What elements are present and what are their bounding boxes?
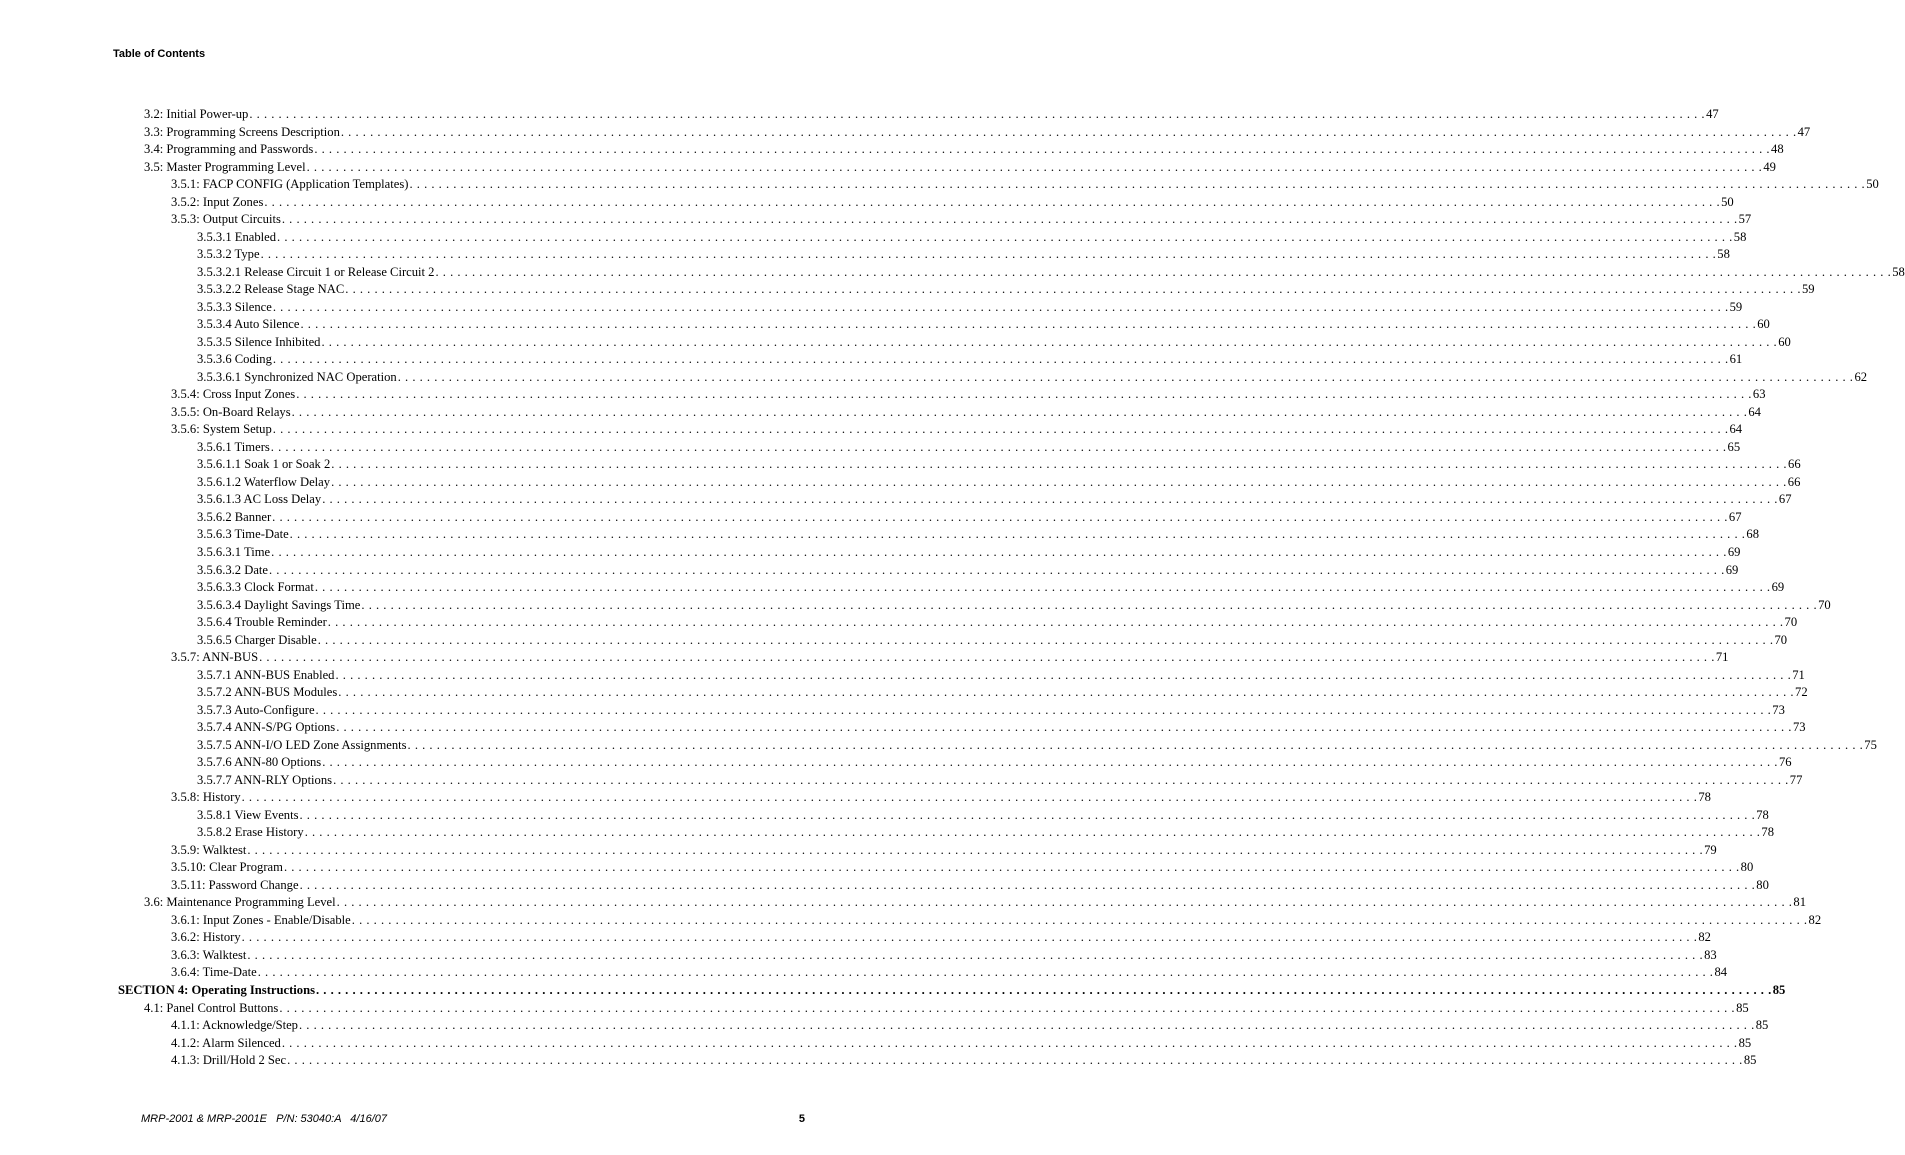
toc-entry-page: 58 <box>1733 229 1747 244</box>
toc-entry-page: 85 <box>1755 1018 1769 1033</box>
toc-entry[interactable] <box>197 751 1792 770</box>
toc-entry[interactable] <box>171 401 1761 419</box>
toc-entry[interactable] <box>197 278 1815 297</box>
toc-entry-label: 3.6.1: Input Zones - Enable/Disable <box>171 912 351 927</box>
toc-leader-dots: . . . . . . . . . . . . . . . . . . . . . . . . . . . . . . . . . . . . . . . . . . . . . . . . . . . . . . . . . . . . . . . . . . . . . . . . . . . . . . . . . . . . . . . . . . . . . . . . . . . . . . . . . . . . . . . . . . . . . . . . . . . . . . . . . . . . . . . . . . . . . . . . . . . . . . . . . . . . . . . . . . . . . . . . . . . . . . . . . . . . . . . . . . . . . . . . . . . . . . . . <box>299 807 1756 822</box>
toc-entry-label: 3.6.4: Time-Date <box>171 965 257 980</box>
toc-leader-dots: . . . . . . . . . . . . . . . . . . . . . . . . . . . . . . . . . . . . . . . . . . . . . . . . . . . . . . . . . . . . . . . . . . . . . . . . . . . . . . . . . . . . . . . . . . . . . . . . . . . . . . . . . . . . . . . . . . . . . . . . . . . . . . . . . . . . . . . . . . . . . . . . . . . . . . . . . . . . . . . . . . . . . . . . . . . . . . . . . . . . . . . . . . . . . . . . . . . . . . . . <box>322 492 1778 507</box>
toc-entry[interactable] <box>197 453 1801 472</box>
toc-entry-page: 78 <box>1698 790 1711 805</box>
toc-entry-label: 3.5.11: Password Change <box>171 877 299 892</box>
toc-entry[interactable] <box>197 366 1868 384</box>
toc-entry-page: 65 <box>1727 439 1741 454</box>
toc-leader-dots: . . . . . . . . . . . . . . . . . . . . . . . . . . . . . . . . . . . . . . . . . . . . . . . . . . . . . . . . . . . . . . . . . . . . . . . . . . . . . . . . . . . . . . . . . . . . . . . . . . . . . . . . . . . . . . . . . . . . . . . . . . . . . . . . . . . . . . . . . . . . . . . . . . . . . . . . . . . . . . . . . . . . . . . . . . . . . . . . . . . . . . . . . . . . . . . . . . . . . . . . <box>298 1018 1755 1033</box>
toc-entry[interactable] <box>197 716 1806 735</box>
toc-leader-dots: . . . . . . . . . . . . . . . . . . . . . . . . . . . . . . . . . . . . . . . . . . . . . . . . . . . . . . . . . . . . . . . . . . . . . . . . . . . . . . . . . . . . . . . . . . . . . . . . . . . . . . . . . . . . . . . . . . . . . . . . . . . . . . . . . . . . . . . . . . . . . . . . . . . . . . . . . . . . . . . . . . . . . . . . . . . . . . . . . . . . . . . . . . . . . . . . . . . . . . . . <box>257 965 1714 980</box>
toc-entry-page: 66 <box>1788 457 1801 472</box>
toc-entry-label: 3.5.3: Output Circuits <box>171 212 281 227</box>
toc-entry-label: 3.5.3.1 Enabled <box>197 229 277 244</box>
toc-entry-label: 3.6.2: History <box>171 930 241 945</box>
toc-entry[interactable] <box>197 629 1788 647</box>
toc-entry-page: 85 <box>1738 1035 1752 1050</box>
toc-entry-label: 3.5.6.3 Time-Date <box>197 527 289 542</box>
toc-leader-dots: . . . . . . . . . . . . . . . . . . . . . . . . . . . . . . . . . . . . . . . . . . . . . . . . . . . . . . . . . . . . . . . . . . . . . . . . . . . . . . . . . . . . . . . . . . . . . . . . . . . . . . . . . . . . . . . . . . . . . . . . . . . . . . . . . . . . . . . . . . . . . . . . . . . . . . . . . . . . . . . . . . . . . . . . . . . . . . . . . . . . . . . . . . . . . . . . . . . . . . . . <box>327 615 1784 630</box>
footer-document-id: MRP-2001 & MRP-2001E P/N: 53040:A 4/16/07 <box>141 1113 388 1125</box>
toc-entry-page: 48 <box>1771 142 1784 157</box>
toc-entry-page: 67 <box>1778 492 1792 507</box>
toc-leader-dots: . . . . . . . . . . . . . . . . . . . . . . . . . . . . . . . . . . . . . . . . . . . . . . . . . . . . . . . . . . . . . . . . . . . . . . . . . . . . . . . . . . . . . . . . . . . . . . . . . . . . . . . . . . . . . . . . . . . . . . . . . . . . . . . . . . . . . . . . . . . . . . . . . . . . . . . . . . . . . . . . . . . . . . . . . . . . . . . . . . . . . . . . . . . . . . . . . . . . . . . . <box>272 422 1729 437</box>
footer-page-number: 5 <box>798 1113 805 1125</box>
toc-entry-label: 3.5.7.6 ANN-80 Options <box>197 755 322 770</box>
toc-entry-page: 64 <box>1729 422 1743 437</box>
toc-entry-page: 58 <box>1892 264 1905 279</box>
toc-entry[interactable] <box>197 296 1743 314</box>
toc-entry-label: 3.5.8.2 Erase History <box>197 825 304 840</box>
toc-entry-page: 58 <box>1717 247 1730 262</box>
toc-leader-dots: . . . . . . . . . . . . . . . . . . . . . . . . . . . . . . . . . . . . . . . . . . . . . . . . . . . . . . . . . . . . . . . . . . . . . . . . . . . . . . . . . . . . . . . . . . . . . . . . . . . . . . . . . . . . . . . . . . . . . . . . . . . . . . . . . . . . . . . . . . . . . . . . . . . . . . . . . . . . . . . . . . . . . . . . . . . . . . . . . . . . . . . . . . . . . . . . . . . . . . . . <box>345 282 1801 297</box>
toc-entry-page: 59 <box>1802 282 1815 297</box>
toc-entry-page: 73 <box>1792 720 1806 735</box>
toc-entry-label: 3.5.7.1 ANN-BUS Enabled <box>197 667 335 682</box>
toc-entry-label: 3.3: Programming Screens Description <box>144 124 340 139</box>
toc-entry-label: 3.5.7: ANN-BUS <box>171 650 259 665</box>
toc-entry[interactable] <box>171 909 1822 927</box>
toc-leader-dots: . . . . . . . . . . . . . . . . . . . . . . . . . . . . . . . . . . . . . . . . . . . . . . . . . . . . . . . . . . . . . . . . . . . . . . . . . . . . . . . . . . . . . . . . . . . . . . . . . . . . . . . . . . . . . . . . . . . . . . . . . . . . . . . . . . . . . . . . . . . . . . . . . . . . . . . . . . . . . . . . . . . . . . . . . . . . . . . . . . . . . . . . . . . . . . . . . . . . . . . . <box>247 947 1704 962</box>
toc-entry-page: 68 <box>1746 527 1759 542</box>
toc-entry-label: 3.5.3.3 Silence <box>197 299 272 314</box>
toc-entry[interactable] <box>197 243 1730 262</box>
toc-leader-dots: . . . . . . . . . . . . . . . . . . . . . . . . . . . . . . . . . . . . . . . . . . . . . . . . . . . . . . . . . . . . . . . . . . . . . . . . . . . . . . . . . . . . . . . . . . . . . . . . . . . . . . . . . . . . . . . . . . . . . . . . . . . . . . . . . . . . . . . . . . . . . . . . . . . . . . . . . . . . . . . . . . . . . . . . . . . . . . . . . . . . . . . . . . . . . . . . . . . . . . . . <box>272 352 1729 367</box>
toc-leader-dots: . . . . . . . . . . . . . . . . . . . . . . . . . . . . . . . . . . . . . . . . . . . . . . . . . . . . . . . . . . . . . . . . . . . . . . . . . . . . . . . . . . . . . . . . . . . . . . . . . . . . . . . . . . . . . . . . . . . . . . . . . . . . . . . . . . . . . . . . . . . . . . . . . . . . . . . . . . . . . . . . . . . . . . . . . . . . . . . . . . . . . . . . . . . . . . . . . . . . . . . . <box>241 930 1698 945</box>
toc-entry-page: 69 <box>1727 545 1741 559</box>
toc-entry[interactable] <box>197 348 1743 367</box>
toc-leader-dots: . . . . . . . . . . . . . . . . . . . . . . . . . . . . . . . . . . . . . . . . . . . . . . . . . . . . . . . . . . . . . . . . . . . . . . . . . . . . . . . . . . . . . . . . . . . . . . . . . . . . . . . . . . . . . . . . . . . . . . . . . . . . . . . . . . . . . . . . . . . . . . . . . . . . . . . . . . . . . . . . . . . . . . . . . . . . . . . . . . . . . . . . . . . . . . . . . . . . . . . . <box>281 1035 1738 1050</box>
toc-entry-page: 69 <box>1771 580 1785 595</box>
toc-entry[interactable] <box>197 681 1808 700</box>
toc-entry-label: 4.1.3: Drill/Hold 2 Sec <box>171 1053 287 1068</box>
toc-entry-page: 47 <box>1797 124 1811 139</box>
toc-entry-page: 67 <box>1728 509 1742 524</box>
toc-entry[interactable] <box>197 769 1803 787</box>
toc-entry-label: 3.5.2: Input Zones <box>171 194 264 209</box>
toc-entry-page: 85 <box>1772 983 1786 997</box>
toc-leader-dots: . . . . . . . . . . . . . . . . . . . . . . . . . . . . . . . . . . . . . . . . . . . . . . . . . . . . . . . . . . . . . . . . . . . . . . . . . . . . . . . . . . . . . . . . . . . . . . . . . . . . . . . . . . . . . . . . . . . . . . . . . . . . . . . . . . . . . . . . . . . . . . . . . . . . . . . . . . . . . . . . . . . . . . . . . . . . . . . . . . . . . . . . . . . . . . . . . . . . . . . . <box>269 562 1725 577</box>
toc-entry[interactable] <box>171 944 1717 962</box>
toc-entry-page: 78 <box>1761 825 1775 840</box>
toc-entry-page: 61 <box>1729 352 1743 367</box>
toc-entry-page: 71 <box>1792 667 1805 682</box>
toc-entry-page: 79 <box>1704 842 1717 857</box>
toc-entry-page: 60 <box>1757 317 1770 332</box>
toc-entry-label: 3.5.3.6.1 Synchronized NAC Operation <box>197 369 397 384</box>
toc-entry[interactable] <box>197 506 1742 524</box>
toc-leader-dots: . . . . . . . . . . . . . . . . . . . . . . . . . . . . . . . . . . . . . . . . . . . . . . . . . . . . . . . . . . . . . . . . . . . . . . . . . . . . . . . . . . . . . . . . . . . . . . . . . . . . . . . . . . . . . . . . . . . . . . . . . . . . . . . . . . . . . . . . . . . . . . . . . . . . . . . . . . . . . . . . . . . . . . . . . . . . . . . . . . . . . . . . . . . . . . . . . . . . . . . . <box>281 212 1738 227</box>
toc-leader-dots: . . . . . . . . . . . . . . . . . . . . . . . . . . . . . . . . . . . . . . . . . . . . . . . . . . . . . . . . . . . . . . . . . . . . . . . . . . . . . . . . . . . . . . . . . . . . . . . . . . . . . . . . . . . . . . . . . . . . . . . . . . . . . . . . . . . . . . . . . . . . . . . . . . . . . . . . . . . . . . . . . . . . . . . . . . . . . . . . . . . . . . . . . . . . . . . . . . . . . . . . <box>260 247 1717 262</box>
toc-entry-label: 3.5.9: Walktest <box>171 842 247 857</box>
toc-entry[interactable] <box>197 611 1798 630</box>
toc-leader-dots: . . . . . . . . . . . . . . . . . . . . . . . . . . . . . . . . . . . . . . . . . . . . . . . . . . . . . . . . . . . . . . . . . . . . . . . . . . . . . . . . . . . . . . . . . . . . . . . . . . . . . . . . . . . . . . . . . . . . . . . . . . . . . . . . . . . . . . . . . . . . . . . . . . . . . . . . . . . . . . . . . . . . . . . . . . . . . . . . . . . . . . . . . . . . . . . . . . . . . . . . <box>271 545 1727 559</box>
toc-leader-dots: . . . . . . . . . . . . . . . . . . . . . . . . . . . . . . . . . . . . . . . . . . . . . . . . . . . . . . . . . . . . . . . . . . . . . . . . . . . . . . . . . . . . . . . . . . . . . . . . . . . . . . . . . . . . . . . . . . . . . . . . . . . . . . . . . . . . . . . . . . . . . . . . . . . . . . . . . . . . . . . . . . . . . . . . . . . . . . . . . . . . . . . . . . . . . . . . . . . . . . . . <box>299 877 1756 892</box>
toc-entry-page: 72 <box>1795 685 1808 700</box>
toc-leader-dots: . . . . . . . . . . . . . . . . . . . . . . . . . . . . . . . . . . . . . . . . . . . . . . . . . . . . . . . . . . . . . . . . . . . . . . . . . . . . . . . . . . . . . . . . . . . . . . . . . . . . . . . . . . . . . . . . . . . . . . . . . . . . . . . . . . . . . . . . . . . . . . . . . . . . . . . . . . . . . . . . . . . . . . . . . . . . . . . . . . . . . . . . . . . . . . . . . . . . . . . . <box>241 790 1698 805</box>
toc-leader-dots: . . . . . . . . . . . . . . . . . . . . . . . . . . . . . . . . . . . . . . . . . . . . . . . . . . . . . . . . . . . . . . . . . . . . . . . . . . . . . . . . . . . . . . . . . . . . . . . . . . . . . . . . . . . . . . . . . . . . . . . . . . . . . . . . . . . . . . . . . . . . . . . . . . . . . . . . . . . . . . . . . . . . . . . . . . . . . . . . . . . . . . . . . . . . . . . . . . . . . . . . <box>306 159 1763 174</box>
toc-entry-page: 71 <box>1715 650 1729 665</box>
toc-entry-page: 85 <box>1736 1000 1749 1015</box>
toc-entry-label: 3.5.8.1 View Events <box>197 807 299 822</box>
toc-leader-dots: . . . . . . . . . . . . . . . . . . . . . . . . . . . . . . . . . . . . . . . . . . . . . . . . . . . . . . . . . . . . . . . . . . . . . . . . . . . . . . . . . . . . . . . . . . . . . . . . . . . . . . . . . . . . . . . . . . . . . . . . . . . . . . . . . . . . . . . . . . . . . . . . . . . . . . . . . . . . . . . . . . . . . . . . . . . . . . . . . . . . . . . . . . . . . . . . . . . . . . . . <box>247 842 1704 857</box>
toc-leader-dots: . . . . . . . . . . . . . . . . . . . . . . . . . . . . . . . . . . . . . . . . . . . . . . . . . . . . . . . . . . . . . . . . . . . . . . . . . . . . . . . . . . . . . . . . . . . . . . . . . . . . . . . . . . . . . . . . . . . . . . . . . . . . . . . . . . . . . . . . . . . . . . . . . . . . . . . . . . . . . . . . . . . . . . . . . . . . . . . . . . . . . . . . . . . . . . . . . . . . . . . . <box>435 264 1892 279</box>
toc-leader-dots: . . . . . . . . . . . . . . . . . . . . . . . . . . . . . . . . . . . . . . . . . . . . . . . . . . . . . . . . . . . . . . . . . . . . . . . . . . . . . . . . . . . . . . . . . . . . . . . . . . . . . . . . . . . . . . . . . . . . . . . . . . . . . . . . . . . . . . . . . . . . . . . . . . . . . . . . . . . . . . . . . . . . . . . . . . . . . . . . . . . . . . . . . . . . . . . . . . . . . . . . <box>272 509 1728 524</box>
toc-entry-label: 4.1.1: Acknowledge/Step <box>171 1018 298 1033</box>
toc-entry[interactable] <box>197 313 1770 332</box>
toc-entry-label: 3.5.6: System Setup <box>171 422 272 437</box>
toc-entry-page: 70 <box>1784 615 1798 630</box>
toc-leader-dots: . . . . . . . . . . . . . . . . . . . . . . . . . . . . . . . . . . . . . . . . . . . . . . . . . . . . . . . . . . . . . . . . . . . . . . . . . . . . . . . . . . . . . . . . . . . . . . . . . . . . . . . . . . . . . . . . . . . . . . . . . . . . . . . . . . . . . . . . . . . . . . . . . . . . . . . . . . . . . . . . . . . . . . . . . . . . . . . . . . . . . . . . . . . . . . . . . . . . . . . . <box>314 580 1771 595</box>
toc-entry-page: 78 <box>1756 807 1769 822</box>
toc-entry-page: 81 <box>1793 895 1806 910</box>
toc-entry[interactable] <box>197 261 1905 279</box>
toc-entry-page: 63 <box>1752 387 1766 402</box>
toc-entry-label: 3.5.3.2.1 Release Circuit 1 or Release Circuit 2 <box>197 264 435 279</box>
toc-leader-dots: . . . . . . . . . . . . . . . . . . . . . . . . . . . . . . . . . . . . . . . . . . . . . . . . . . . . . . . . . . . . . . . . . . . . . . . . . . . . . . . . . . . . . . . . . . . . . . . . . . . . . . . . . . . . . . . . . . . . . . . . . . . . . . . . . . . . . . . . . . . . . . . . . . . . . . . . . . . . . . . . . . . . . . . . . . . . . . . . . . . . . . . . . . . . . . . . . . . . . . . . <box>287 1053 1743 1068</box>
toc-leader-dots: . . . . . . . . . . . . . . . . . . . . . . . . . . . . . . . . . . . . . . . . . . . . . . . . . . . . . . . . . . . . . . . . . . . . . . . . . . . . . . . . . . . . . . . . . . . . . . . . . . . . . . . . . . . . . . . . . . . . . . . . . . . . . . . . . . . . . . . . . . . . . . . . . . . . . . . . . . . . . . . . . . . . . . . . . . . . . . . . . . . . . . . . . . . . . . . . . . . . . . . . <box>291 404 1748 419</box>
toc-entry-page: 80 <box>1756 877 1769 892</box>
toc-leader-dots: . . . . . . . . . . . . . . . . . . . . . . . . . . . . . . . . . . . . . . . . . . . . . . . . . . . . . . . . . . . . . . . . . . . . . . . . . . . . . . . . . . . . . . . . . . . . . . . . . . . . . . . . . . . . . . . . . . . . . . . . . . . . . . . . . . . . . . . . . . . . . . . . . . . . . . . . . . . . . . . . . . . . . . . . . . . . . . . . . . . . . . . . . . . . . . . . . . . . . . . . <box>296 387 1752 402</box>
toc-entry[interactable] <box>197 664 1805 682</box>
toc-entry[interactable] <box>171 418 1743 437</box>
toc-entry[interactable] <box>197 436 1741 454</box>
toc-entry-label: 3.5.6.1.3 AC Loss Delay <box>197 492 322 507</box>
toc-entry-page: 80 <box>1740 860 1754 875</box>
toc-leader-dots: . . . . . . . . . . . . . . . . . . . . . . . . . . . . . . . . . . . . . . . . . . . . . . . . . . . . . . . . . . . . . . . . . . . . . . . . . . . . . . . . . . . . . . . . . . . . . . . . . . . . . . . . . . . . . . . . . . . . . . . . . . . . . . . . . . . . . . . . . . . . . . . . . . . . . . . . . . . . . . . . . . . . . . . . . . . . . . . . . . . . . . . . . . . . . . . . . . . . . . . . <box>283 860 1740 875</box>
toc-leader-dots: . . . . . . . . . . . . . . . . . . . . . . . . . . . . . . . . . . . . . . . . . . . . . . . . . . . . . . . . . . . . . . . . . . . . . . . . . . . . . . . . . . . . . . . . . . . . . . . . . . . . . . . . . . . . . . . . . . . . . . . . . . . . . . . . . . . . . . . . . . . . . . . . . . . . . . . . . . . . . . . . . . . . . . . . . . . . . . . . . . . . . . . . . . . . . . . . . . . . . . . . <box>304 825 1761 840</box>
toc-entry-label: 3.5.7.5 ANN-I/O LED Zone Assignments <box>197 737 407 752</box>
toc-entry-page: 82 <box>1698 930 1711 945</box>
toc-entry[interactable] <box>197 821 1775 840</box>
toc-entry-label: 3.5.8: History <box>171 790 241 805</box>
toc-entry[interactable] <box>197 699 1785 717</box>
toc-entry-label: 3.5: Master Programming Level <box>144 159 306 174</box>
toc-entry-page: 49 <box>1763 159 1776 174</box>
toc-leader-dots: . . . . . . . . . . . . . . . . . . . . . . . . . . . . . . . . . . . . . . . . . . . . . . . . . . . . . . . . . . . . . . . . . . . . . . . . . . . . . . . . . . . . . . . . . . . . . . . . . . . . . . . . . . . . . . . . . . . . . . . . . . . . . . . . . . . . . . . . . . . . . . . . . . . . . . . . . . . . . . . . . . . . . . . . . . . . . . . . . . . . . . . . . . . . . . . . . . . . . . . . <box>322 755 1778 770</box>
toc-leader-dots: . . . . . . . . . . . . . . . . . . . . . . . . . . . . . . . . . . . . . . . . . . . . . . . . . . . . . . . . . . . . . . . . . . . . . . . . . . . . . . . . . . . . . . . . . . . . . . . . . . . . . . . . . . . . . . . . . . . . . . . . . . . . . . . . . . . . . . . . . . . . . . . . . . . . . . . . . . . . . . . . . . . . . . . . . . . . . . . . . . . . . . . . . . . . . . . . . . . . . . . . <box>272 299 1729 314</box>
toc-entry-label: 3.5.6.3.1 Time <box>197 545 271 559</box>
toc-entry[interactable] <box>171 1049 1757 1068</box>
toc-leader-dots: . . . . . . . . . . . . . . . . . . . . . . . . . . . . . . . . . . . . . . . . . . . . . . . . . . . . . . . . . . . . . . . . . . . . . . . . . . . . . . . . . . . . . . . . . . . . . . . . . . . . . . . . . . . . . . . . . . . . . . . . . . . . . . . . . . . . . . . . . . . . . . . . . . . . . . . . . . . . . . . . . . . . . . . . . . . . . . . . . . . . . . . . . . . . . . . . . . . . . . . . <box>300 317 1757 332</box>
toc-entry[interactable] <box>171 839 1717 857</box>
toc-entry[interactable] <box>197 523 1759 542</box>
toc-entry-label: 3.5.6.3.2 Date <box>197 562 268 577</box>
toc-leader-dots: . . . . . . . . . . . . . . . . . . . . . . . . . . . . . . . . . . . . . . . . . . . . . . . . . . . . . . . . . . . . . . . . . . . . . . . . . . . . . . . . . . . . . . . . . . . . . . . . . . . . . . . . . . . . . . . . . . . . . . . . . . . . . . . . . . . . . . . . . . . . . . . . . . . . . . . . . . . . . . . . . . . . . . . . . . . . . . . . . . . . . . . . . . . . . . . . . . . . . . . . <box>361 597 1818 612</box>
toc-entry-label: 3.5.6.1.2 Waterflow Delay <box>197 474 331 489</box>
toc-entry[interactable] <box>197 471 1801 489</box>
toc-leader-dots: . . . . . . . . . . . . . . . . . . . . . . . . . . . . . . . . . . . . . . . . . . . . . . . . . . . . . . . . . . . . . . . . . . . . . . . . . . . . . . . . . . . . . . . . . . . . . . . . . . . . . . . . . . . . . . . . . . . . . . . . . . . . . . . . . . . . . . . . . . . . . . . . . . . . . . . . . . . . . . . . . . . . . . . . . . . . . . . . . . . . . . . . . . . . . . . . . . . . . . . . <box>279 1000 1736 1015</box>
toc-entry-page: 60 <box>1778 334 1791 349</box>
toc-entry[interactable] <box>171 961 1728 980</box>
toc-entry-label: 3.5.7.3 Auto-Configure <box>197 702 315 717</box>
toc-entry[interactable] <box>171 173 1879 192</box>
toc-leader-dots: . . . . . . . . . . . . . . . . . . . . . . . . . . . . . . . . . . . . . . . . . . . . . . . . . . . . . . . . . . . . . . . . . . . . . . . . . . . . . . . . . . . . . . . . . . . . . . . . . . . . . . . . . . . . . . . . . . . . . . . . . . . . . . . . . . . . . . . . . . . . . . . . . . . . . . . . . . . . . . . . . . . . . . . . . . . . . . . . . . . . . . . . . . . . . . . . . . . . . . . . <box>340 124 1797 139</box>
toc-entry[interactable] <box>171 646 1729 665</box>
toc-leader-dots: . . . . . . . . . . . . . . . . . . . . . . . . . . . . . . . . . . . . . . . . . . . . . . . . . . . . . . . . . . . . . . . . . . . . . . . . . . . . . . . . . . . . . . . . . . . . . . . . . . . . . . . . . . . . . . . . . . . . . . . . . . . . . . . . . . . . . . . . . . . . . . . . . . . . . . . . . . . . . . . . . . . . . . . . . . . . . . . . . . . . . . . . . . . . . . . . . . . . . . . . <box>315 702 1772 717</box>
toc-leader-dots: . . . . . . . . . . . . . . . . . . . . . . . . . . . . . . . . . . . . . . . . . . . . . . . . . . . . . . . . . . . . . . . . . . . . . . . . . . . . . . . . . . . . . . . . . . . . . . . . . . . . . . . . . . . . . . . . . . . . . . . . . . . . . . . . . . . . . . . . . . . . . . . . . . . . . . . . . . . . . . . . . . . . . . . . . . . . . . . . . . . . . . . . . . . . . . . . . . . . . . . . <box>270 439 1727 454</box>
toc-leader-dots: . . . . . . . . . . . . . . . . . . . . . . . . . . . . . . . . . . . . . . . . . . . . . . . . . . . . . . . . . . . . . . . . . . . . . . . . . . . . . . . . . . . . . . . . . . . . . . . . . . . . . . . . . . . . . . . . . . . . . . . . . . . . . . . . . . . . . . . . . . . . . . . . . . . . . . . . . . . . . . . . . . . . . . . . . . . . . . . . . . . . . . . . . . . . . . . . . . . . . . . . <box>351 912 1808 927</box>
toc-leader-dots: . . . . . . . . . . . . . . . . . . . . . . . . . . . . . . . . . . . . . . . . . . . . . . . . . . . . . . . . . . . . . . . . . . . . . . . . . . . . . . . . . . . . . . . . . . . . . . . . . . . . . . . . . . . . . . . . . . . . . . . . . . . . . . . . . . . . . . . . . . . . . . . . . . . . . . . . . . . . . . . . . . . . . . . . . . . . . . . . . . . . . . . . . . . . . . . . . . . . . . . . <box>289 527 1746 542</box>
toc-leader-dots: . . . . . . . . . . . . . . . . . . . . . . . . . . . . . . . . . . . . . . . . . . . . . . . . . . . . . . . . . . . . . . . . . . . . . . . . . . . . . . . . . . . . . . . . . . . . . . . . . . . . . . . . . . . . . . . . . . . . . . . . . . . . . . . . . . . . . . . . . . . . . . . . . . . . . . . . . . . . . . . . . . . . . . . . . . . . . . . . . . . . . . . . . . . . . . . . . . . . . . . . <box>321 334 1778 349</box>
toc-entry[interactable] <box>144 138 1784 157</box>
toc-entry-page: 69 <box>1725 562 1739 577</box>
toc-entry-label: 3.2: Initial Power-up <box>144 107 249 121</box>
toc-entry[interactable] <box>171 383 1766 402</box>
toc-entry-label: 4.1.2: Alarm Silenced <box>171 1035 281 1050</box>
toc-entry[interactable] <box>144 156 1776 174</box>
toc-entry[interactable] <box>144 997 1749 1015</box>
toc-entry[interactable] <box>171 1032 1752 1050</box>
toc-entry[interactable] <box>171 786 1711 805</box>
toc-entry-label: 3.5.6.2 Banner <box>197 509 272 524</box>
toc-entry[interactable] <box>197 559 1739 577</box>
toc-leader-dots: . . . . . . . . . . . . . . . . . . . . . . . . . . . . . . . . . . . . . . . . . . . . . . . . . . . . . . . . . . . . . . . . . . . . . . . . . . . . . . . . . . . . . . . . . . . . . . . . . . . . . . . . . . . . . . . . . . . . . . . . . . . . . . . . . . . . . . . . . . . . . . . . . . . . . . . . . . . . . . . . . . . . . . . . . . . . . . . . . . . . . . . . . . . . . . . . . . . . . . . . <box>314 142 1771 157</box>
toc-entry-page: 59 <box>1729 299 1743 314</box>
toc-entry-page: 50 <box>1721 194 1734 209</box>
toc-entry[interactable] <box>197 226 1747 244</box>
toc-entry-page: 73 <box>1772 702 1785 717</box>
toc-entry-label: 3.5.7.7 ANN-RLY Options <box>197 772 333 787</box>
toc-entry-page: 66 <box>1787 474 1801 489</box>
toc-entry-label: 3.5.7.4 ANN-S/PG Options <box>197 720 336 735</box>
toc-entry-page: 62 <box>1854 369 1868 384</box>
toc-leader-dots: . . . . . . . . . . . . . . . . . . . . . . . . . . . . . . . . . . . . . . . . . . . . . . . . . . . . . . . . . . . . . . . . . . . . . . . . . . . . . . . . . . . . . . . . . . . . . . . . . . . . . . . . . . . . . . . . . . . . . . . . . . . . . . . . . . . . . . . . . . . . . . . . . . . . . . . . . . . . . . . . . . . . . . . . . . . . . . . . . . . . . . . . . . . . . . . . . . . . . . . . <box>338 685 1795 700</box>
toc-leader-dots: . . . . . . . . . . . . . . . . . . . . . . . . . . . . . . . . . . . . . . . . . . . . . . . . . . . . . . . . . . . . . . . . . . . . . . . . . . . . . . . . . . . . . . . . . . . . . . . . . . . . . . . . . . . . . . . . . . . . . . . . . . . . . . . . . . . . . . . . . . . . . . . . . . . . . . . . . . . . . . . . . . . . . . . . . . . . . . . . . . . . . . . . . . . . . . . . . . . . . . . . <box>336 895 1793 910</box>
toc-entry-page: 70 <box>1774 632 1788 647</box>
toc-entry-label: 3.4: Programming and Passwords <box>144 142 314 157</box>
toc-entry[interactable] <box>171 856 1754 875</box>
toc-leader-dots: . . . . . . . . . . . . . . . . . . . . . . . . . . . . . . . . . . . . . . . . . . . . . . . . . . . . . . . . . . . . . . . . . . . . . . . . . . . . . . . . . . . . . . . . . . . . . . . . . . . . . . . . . . . . . . . . . . . . . . . . . . . . . . . . . . . . . . . . . . . . . . . . . . . . . . . . . . . . . . . . . . . . . . . . . . . . . . . . . . . . . . . . . . . . . . . . . . . . . . . . <box>317 632 1774 647</box>
toc-entry-page: 85 <box>1743 1053 1757 1068</box>
toc-entry-label: 3.5.6.4 Trouble Reminder <box>197 615 327 630</box>
toc-entry[interactable] <box>171 208 1752 227</box>
page-header-title: Table of Contents <box>113 48 206 60</box>
toc-entry-label: 3.6.3: Walktest <box>171 947 247 962</box>
toc-leader-dots: . . . . . . . . . . . . . . . . . . . . . . . . . . . . . . . . . . . . . . . . . . . . . . . . . . . . . . . . . . . . . . . . . . . . . . . . . . . . . . . . . . . . . . . . . . . . . . . . . . . . . . . . . . . . . . . . . . . . . . . . . . . . . . . . . . . . . . . . . . . . . . . . . . . . . . . . . . . . . . . . . . . . . . . . . . . . . . . . . . . . . . . . . . . . . . . . . . . . . . . . <box>315 983 1772 997</box>
toc-entry[interactable] <box>197 576 1785 595</box>
toc-entry[interactable] <box>171 926 1711 945</box>
toc-entry[interactable] <box>171 874 1769 892</box>
toc-entry-page: 57 <box>1738 212 1752 227</box>
toc-entry[interactable] <box>144 891 1806 910</box>
toc-entry-label: 3.5.6.3.4 Daylight Savings Time <box>197 597 361 612</box>
toc-entry-label: 3.5.7.2 ANN-BUS Modules <box>197 685 338 700</box>
toc-entry[interactable] <box>197 331 1791 349</box>
toc-entry-label: 3.6: Maintenance Programming Level <box>144 895 336 910</box>
toc-entry-page: 84 <box>1714 965 1728 980</box>
toc-leader-dots: . . . . . . . . . . . . . . . . . . . . . . . . . . . . . . . . . . . . . . . . . . . . . . . . . . . . . . . . . . . . . . . . . . . . . . . . . . . . . . . . . . . . . . . . . . . . . . . . . . . . . . . . . . . . . . . . . . . . . . . . . . . . . . . . . . . . . . . . . . . . . . . . . . . . . . . . . . . . . . . . . . . . . . . . . . . . . . . . . . . . . . . . . . . . . . . . . . . . . . . . <box>259 650 1715 665</box>
toc-leader-dots: . . . . . . . . . . . . . . . . . . . . . . . . . . . . . . . . . . . . . . . . . . . . . . . . . . . . . . . . . . . . . . . . . . . . . . . . . . . . . . . . . . . . . . . . . . . . . . . . . . . . . . . . . . . . . . . . . . . . . . . . . . . . . . . . . . . . . . . . . . . . . . . . . . . . . . . . . . . . . . . . . . . . . . . . . . . . . . . . . . . . . . . . . . . . . . . . . . . . . . . . <box>264 194 1721 209</box>
toc-entry[interactable] <box>144 103 1719 121</box>
toc-entry-label: 3.5.6.3.3 Clock Format <box>197 580 314 595</box>
toc-entry-label: 3.5.3.6 Coding <box>197 352 272 367</box>
toc-entry-label: 3.5.10: Clear Program <box>171 860 283 875</box>
toc-entry-label: 3.5.3.2 Type <box>197 247 260 262</box>
toc-leader-dots: . . . . . . . . . . . . . . . . . . . . . . . . . . . . . . . . . . . . . . . . . . . . . . . . . . . . . . . . . . . . . . . . . . . . . . . . . . . . . . . . . . . . . . . . . . . . . . . . . . . . . . . . . . . . . . . . . . . . . . . . . . . . . . . . . . . . . . . . . . . . . . . . . . . . . . . . . . . . . . . . . . . . . . . . . . . . . . . . . . . . . . . . . . . . . . . . . . . . . . . . <box>336 720 1792 735</box>
toc-entry-label: 3.5.3.2.2 Release Stage NAC <box>197 282 345 297</box>
toc-entry-label: 3.5.4: Cross Input Zones <box>171 387 296 402</box>
toc-leader-dots: . . . . . . . . . . . . . . . . . . . . . . . . . . . . . . . . . . . . . . . . . . . . . . . . . . . . . . . . . . . . . . . . . . . . . . . . . . . . . . . . . . . . . . . . . . . . . . . . . . . . . . . . . . . . . . . . . . . . . . . . . . . . . . . . . . . . . . . . . . . . . . . . . . . . . . . . . . . . . . . . . . . . . . . . . . . . . . . . . . . . . . . . . . . . . . . . . . . . . . . . <box>331 457 1788 472</box>
toc-entry[interactable] <box>197 594 1831 612</box>
toc-entry-label: SECTION 4: Operating Instructions <box>118 983 315 997</box>
toc-entry-page: 75 <box>1864 737 1877 752</box>
toc-entry-page: 77 <box>1789 772 1803 787</box>
toc-entry-page: 50 <box>1866 177 1879 192</box>
toc-entry-label: 3.5.1: FACP CONFIG (Application Templates) <box>171 177 409 192</box>
toc-entry[interactable] <box>197 488 1792 507</box>
toc-entry-label: 3.5.6.1.1 Soak 1 or Soak 2 <box>197 457 331 472</box>
toc-entry-label: 3.5.3.5 Silence Inhibited <box>197 334 321 349</box>
toc-leader-dots: . . . . . . . . . . . . . . . . . . . . . . . . . . . . . . . . . . . . . . . . . . . . . . . . . . . . . . . . . . . . . . . . . . . . . . . . . . . . . . . . . . . . . . . . . . . . . . . . . . . . . . . . . . . . . . . . . . . . . . . . . . . . . . . . . . . . . . . . . . . . . . . . . . . . . . . . . . . . . . . . . . . . . . . . . . . . . . . . . . . . . . . . . . . . . . . . . . . . . . . . <box>277 229 1733 244</box>
toc-entry-page: 82 <box>1808 912 1822 927</box>
toc-entry[interactable] <box>197 734 1877 752</box>
toc-entry[interactable] <box>144 121 1811 139</box>
toc-leader-dots: . . . . . . . . . . . . . . . . . . . . . . . . . . . . . . . . . . . . . . . . . . . . . . . . . . . . . . . . . . . . . . . . . . . . . . . . . . . . . . . . . . . . . . . . . . . . . . . . . . . . . . . . . . . . . . . . . . . . . . . . . . . . . . . . . . . . . . . . . . . . . . . . . . . . . . . . . . . . . . . . . . . . . . . . . . . . . . . . . . . . . . . . . . . . . . . . . . . . . . . . <box>333 772 1789 787</box>
toc-entry[interactable] <box>118 979 1786 997</box>
toc-entry-label: 3.5.6.1 Timers <box>197 439 270 454</box>
toc-entry[interactable] <box>197 804 1769 822</box>
toc-entry-page: 47 <box>1706 107 1719 121</box>
toc-entry-label: 3.5.5: On-Board Relays <box>171 404 291 419</box>
toc-leader-dots: . . . . . . . . . . . . . . . . . . . . . . . . . . . . . . . . . . . . . . . . . . . . . . . . . . . . . . . . . . . . . . . . . . . . . . . . . . . . . . . . . . . . . . . . . . . . . . . . . . . . . . . . . . . . . . . . . . . . . . . . . . . . . . . . . . . . . . . . . . . . . . . . . . . . . . . . . . . . . . . . . . . . . . . . . . . . . . . . . . . . . . . . . . . . . . . . . . . . . . . . <box>407 737 1864 752</box>
toc-entry-label: 3.5.6.5 Charger Disable <box>197 632 317 647</box>
toc-entry-label: 3.5.3.4 Auto Silence <box>197 317 300 332</box>
toc-entry[interactable] <box>197 541 1741 559</box>
toc-entry-page: 64 <box>1748 404 1761 419</box>
toc-entry[interactable] <box>171 191 1734 209</box>
toc-leader-dots: . . . . . . . . . . . . . . . . . . . . . . . . . . . . . . . . . . . . . . . . . . . . . . . . . . . . . . . . . . . . . . . . . . . . . . . . . . . . . . . . . . . . . . . . . . . . . . . . . . . . . . . . . . . . . . . . . . . . . . . . . . . . . . . . . . . . . . . . . . . . . . . . . . . . . . . . . . . . . . . . . . . . . . . . . . . . . . . . . . . . . . . . . . . . . . . . . . . . . . . . <box>409 177 1866 192</box>
toc-entry-label: 4.1: Panel Control Buttons <box>144 1000 279 1015</box>
toc-entry-page: 70 <box>1818 597 1831 612</box>
toc-entry-page: 76 <box>1778 755 1792 770</box>
toc-leader-dots: . . . . . . . . . . . . . . . . . . . . . . . . . . . . . . . . . . . . . . . . . . . . . . . . . . . . . . . . . . . . . . . . . . . . . . . . . . . . . . . . . . . . . . . . . . . . . . . . . . . . . . . . . . . . . . . . . . . . . . . . . . . . . . . . . . . . . . . . . . . . . . . . . . . . . . . . . . . . . . . . . . . . . . . . . . . . . . . . . . . . . . . . . . . . . . . . . . . . . . . . <box>397 369 1854 384</box>
toc-entry-page: 83 <box>1704 947 1717 962</box>
toc-entry[interactable] <box>171 1014 1769 1033</box>
toc-leader-dots: . . . . . . . . . . . . . . . . . . . . . . . . . . . . . . . . . . . . . . . . . . . . . . . . . . . . . . . . . . . . . . . . . . . . . . . . . . . . . . . . . . . . . . . . . . . . . . . . . . . . . . . . . . . . . . . . . . . . . . . . . . . . . . . . . . . . . . . . . . . . . . . . . . . . . . . . . . . . . . . . . . . . . . . . . . . . . . . . . . . . . . . . . . . . . . . . . . . . . . . . <box>335 667 1792 682</box>
toc-leader-dots: . . . . . . . . . . . . . . . . . . . . . . . . . . . . . . . . . . . . . . . . . . . . . . . . . . . . . . . . . . . . . . . . . . . . . . . . . . . . . . . . . . . . . . . . . . . . . . . . . . . . . . . . . . . . . . . . . . . . . . . . . . . . . . . . . . . . . . . . . . . . . . . . . . . . . . . . . . . . . . . . . . . . . . . . . . . . . . . . . . . . . . . . . . . . . . . . . . . . . . . . <box>249 107 1706 121</box>
toc-leader-dots: . . . . . . . . . . . . . . . . . . . . . . . . . . . . . . . . . . . . . . . . . . . . . . . . . . . . . . . . . . . . . . . . . . . . . . . . . . . . . . . . . . . . . . . . . . . . . . . . . . . . . . . . . . . . . . . . . . . . . . . . . . . . . . . . . . . . . . . . . . . . . . . . . . . . . . . . . . . . . . . . . . . . . . . . . . . . . . . . . . . . . . . . . . . . . . . . . . . . . . . . <box>331 474 1787 489</box>
